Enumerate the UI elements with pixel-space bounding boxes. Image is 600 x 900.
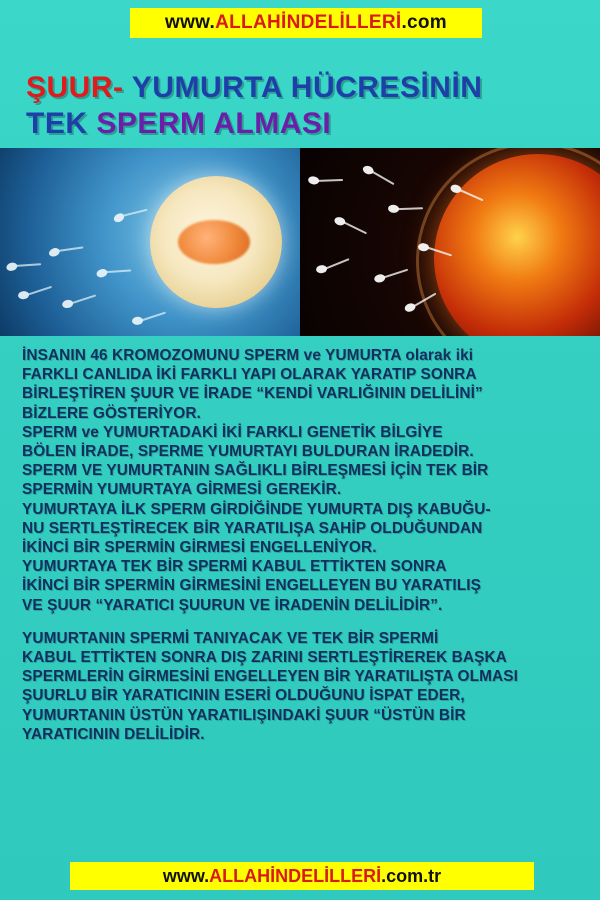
paragraph-1-line: VE ŞUUR “YARATICI ŞUURUN VE İRADENİN DELİLİDİR”. (22, 596, 443, 614)
sperm-tail-icon (27, 286, 52, 296)
sperm-icon (18, 288, 53, 300)
bottom-url-banner (70, 862, 534, 890)
top-url-banner (130, 8, 482, 38)
paragraph-1-line: NU SERTLEŞTİRECEK BİR YARATILIŞA SAHİP OLDUĞUNDAN (22, 519, 483, 537)
sperm-tail-icon (325, 258, 350, 270)
sperm-tail-icon (383, 269, 408, 279)
paragraph-1-line: İKİNCİ BİR SPERMİN GİRMESİ ENGELLENİYOR. (22, 539, 377, 557)
paragraph-1-line: BİZLERE GÖSTERİYOR. (22, 404, 201, 422)
paragraph-2-line: YUMURTANIN ÜSTÜN YARATILIŞINDAKİ ŞUUR “ÜSTÜN BİR (22, 706, 466, 724)
sperm-icon (132, 315, 166, 325)
sperm-icon (334, 216, 369, 232)
title-word-suur: ŞUUR- (26, 71, 124, 104)
sperm-icon (374, 269, 409, 284)
title-word-tek: TEK (26, 107, 97, 140)
title-line-2 (26, 106, 586, 142)
sperm-tail-icon (105, 269, 131, 273)
paragraph-2-line: KABUL ETTİKTEN SONRA DIŞ ZARINI SERTLEŞTİREREK BAŞKA (22, 649, 507, 667)
sperm-icon (388, 204, 423, 216)
sperm-tail-icon (317, 179, 343, 182)
right-photo (300, 148, 600, 336)
sperm-icon (6, 256, 41, 272)
poster-title (26, 70, 586, 142)
bottom-url-brand: ALLAHİNDELİLLERİ (209, 865, 382, 886)
sperm-tail-icon (141, 312, 166, 322)
title-line-2-rest: SPERM ALMASI (96, 107, 332, 140)
top-url-suffix: .com (401, 12, 447, 33)
sperm-icon (308, 176, 343, 189)
egg-nucleus-icon (178, 220, 250, 264)
top-url-brand: ALLAHİNDELİLLERİ (215, 12, 402, 33)
sperm-tail-icon (397, 207, 423, 210)
paragraph-2-line: SPERMLERİN GİRMESİNİ ENGELLEYEN BİR YARATILIŞTA OLMASI (22, 668, 518, 686)
paragraph-1-line: BÖLEN İRADE, SPERME YUMURTAYI BULDURAN İRADEDİR. (22, 443, 474, 461)
sperm-tail-icon (57, 246, 83, 252)
sperm-tail-icon (71, 294, 96, 304)
sperm-head-icon (48, 247, 61, 259)
top-url-prefix: www. (164, 12, 216, 33)
sperm-icon (362, 164, 397, 183)
title-line-1 (26, 70, 586, 106)
sperm-icon (62, 295, 97, 309)
sperm-icon (96, 261, 131, 278)
paragraph-1-line: YUMURTAYA TEK BİR SPERMİ KABUL ETTİKTEN SONRA (22, 558, 447, 576)
sperm-tail-icon (371, 170, 395, 185)
paragraph-1-line: SPERM VE YUMURTANIN SAĞLIKLI BİRLEŞMESİ İÇİN TEK BİR (22, 462, 489, 480)
body-text-block (22, 346, 588, 744)
bottom-url-prefix: www. (162, 865, 210, 886)
title-line-1-rest: YUMURTA HÜCRESİNİN (123, 71, 483, 104)
paragraph-1-line: BİRLEŞTİREN ŞUUR VE İRADE “KENDİ VARLIĞININ DELİLİNİ” (22, 385, 483, 403)
sperm-head-icon (96, 268, 109, 279)
top-url-text (165, 12, 447, 34)
sperm-tail-icon (15, 263, 41, 267)
paragraph-2-line: YUMURTANIN SPERMİ TANIYACAK VE TEK BİR SPERMİ (22, 629, 439, 647)
bottom-url-text (163, 866, 441, 887)
paragraph-1-line: FARKLI CANLIDA İKİ FARKLI YAPI OLARAK YARATIP SONRA (22, 366, 477, 384)
image-strip (0, 148, 600, 336)
paragraph-1-line: İKİNCİ BİR SPERMİN GİRMESİNİ ENGELLEYEN BU YARATILIŞ (22, 577, 481, 595)
sperm-tail-icon (343, 221, 367, 234)
sperm-tail-icon (122, 209, 148, 217)
paragraph-1-line: YUMURTAYA İLK SPERM GİRDİĞİNDE YUMURTA DIŞ KABUĞU- (22, 500, 491, 518)
sperm-icon (48, 238, 83, 258)
paragraph-1-line: SPERMİN YUMURTAYA GİRMESİ GEREKİR. (22, 481, 342, 499)
paragraph-2-line: ŞUURLU BİR YARATICININ ESERİ OLDUĞUNU İSPAT EDER, (22, 687, 465, 705)
paragraph-1-line: İNSANIN 46 KROMOZOMUNU SPERM ve YUMURTA olarak iki (22, 347, 474, 364)
left-illustration (0, 148, 300, 336)
bottom-url-suffix: .com.tr (381, 865, 442, 886)
paragraph-1-line: SPERM ve YUMURTADAKİ İKİ FARKLI GENETİK BİLGİYE (22, 423, 443, 441)
sperm-icon (316, 262, 351, 274)
paragraph-2-line: YARATICININ DELİLİDİR. (22, 725, 205, 743)
sperm-icon (112, 200, 145, 224)
paragraph-spacer (22, 615, 588, 629)
egg-cell-icon (150, 176, 282, 308)
